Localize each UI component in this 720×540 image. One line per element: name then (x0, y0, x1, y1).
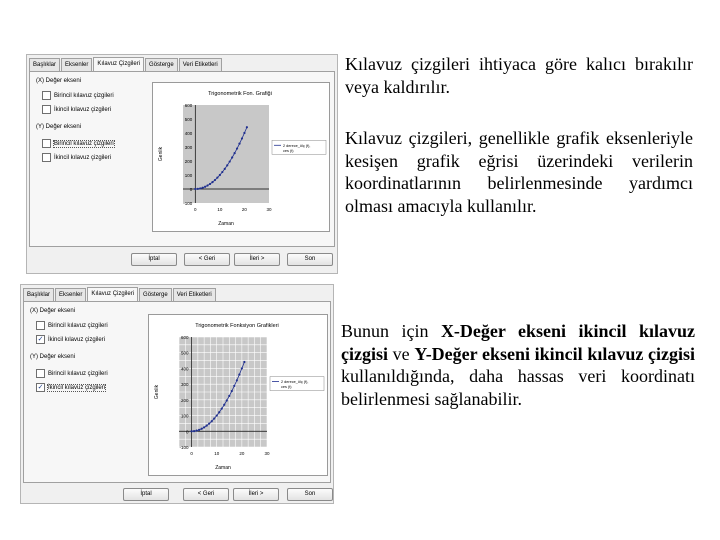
data-point (224, 168, 226, 170)
data-point (236, 379, 238, 381)
chart-preview (152, 82, 330, 232)
data-point (236, 147, 238, 149)
x-primary-gridlines-checkbox[interactable] (36, 321, 108, 330)
tab-axes[interactable]: Eksenler (55, 288, 86, 302)
data-point (197, 188, 199, 190)
data-point (194, 188, 196, 190)
data-point (243, 132, 245, 134)
y-tick-label: 200 (184, 159, 193, 164)
y-axis-title: Genlik (154, 384, 160, 400)
checkbox-box[interactable] (36, 383, 45, 392)
tab-titles[interactable]: Başlıklar (23, 288, 54, 302)
tab-legend[interactable]: Gösterge (139, 288, 172, 302)
chart-preview (148, 314, 328, 476)
data-point (211, 181, 213, 183)
chart-preview-svg (153, 83, 329, 231)
data-point (228, 395, 230, 397)
checkbox-label: İkincil kılavuz çizgileri (48, 384, 106, 391)
data-point (241, 137, 243, 139)
checkbox-label: Birincil kılavuz çizgileri (48, 370, 108, 377)
data-point (216, 414, 218, 416)
tab-bar (23, 288, 331, 302)
y-tick-label: 200 (181, 397, 189, 403)
finish-button[interactable]: Son (287, 253, 333, 266)
data-point (201, 428, 203, 430)
data-point (246, 126, 248, 128)
data-point (234, 152, 236, 154)
x-tick-label: 20 (239, 451, 245, 456)
y-secondary-gridlines-checkbox[interactable] (36, 383, 105, 392)
y-tick-label: 600 (181, 335, 189, 340)
x-axis-group-label: (X) Değer ekseni (36, 78, 82, 84)
data-point (221, 408, 223, 410)
gridlines-panel (29, 71, 335, 247)
x-secondary-gridlines-checkbox[interactable] (42, 105, 111, 114)
chart-title: Trigonometrik Fon. Grafiği (208, 91, 272, 97)
x-primary-gridlines-checkbox[interactable] (42, 91, 114, 100)
y-tick-label: -100 (179, 445, 189, 450)
y-primary-gridlines-checkbox[interactable] (36, 369, 108, 378)
checkbox-label: Birincil kılavuz çizgileri (54, 140, 114, 147)
legend-entry: ces (t) (283, 148, 294, 153)
chart-wizard-dialog-1 (26, 54, 338, 274)
paragraph-secondary-gridlines (341, 320, 695, 410)
x-tick-label: 30 (264, 451, 270, 456)
checkbox-label: İkincil kılavuz çizgileri (54, 154, 112, 161)
y-tick-label: -100 (183, 201, 193, 206)
checkbox-box[interactable] (36, 335, 45, 344)
data-point (226, 164, 228, 166)
y-secondary-gridlines-checkbox[interactable] (42, 153, 111, 162)
chart-wizard-dialog-2 (20, 284, 334, 504)
legend-entry: ces (t) (281, 385, 292, 390)
checkbox-box[interactable] (42, 105, 51, 114)
data-point (198, 429, 200, 431)
data-point (196, 430, 198, 432)
data-point (203, 426, 205, 428)
x-axis-title: Zaman (218, 221, 234, 227)
data-point (219, 174, 221, 176)
chart-preview-svg (149, 315, 327, 475)
x-tick-label: 30 (266, 207, 272, 212)
data-point (233, 385, 235, 387)
data-point (221, 171, 223, 173)
data-point (190, 430, 192, 432)
tab-axes[interactable]: Eksenler (61, 58, 92, 72)
data-point (223, 404, 225, 406)
y-tick-label: 600 (184, 103, 193, 108)
x-secondary-gridlines-checkbox[interactable] (36, 335, 105, 344)
next-button[interactable]: İleri > (233, 488, 279, 501)
checkbox-box[interactable] (36, 369, 45, 378)
tab-data-labels[interactable]: Veri Etiketleri (173, 288, 216, 302)
back-button[interactable]: < Geri (184, 253, 230, 266)
checkbox-label: Birincil kılavuz çizgileri (54, 92, 114, 99)
chart-title: Trigonometrik Fonksiyon Grafikleri (195, 323, 279, 329)
y-tick-label: 500 (181, 350, 189, 356)
para-bold-y: Y-Değer ekseni ikincil kılavuz çizgisi (414, 343, 696, 364)
legend-entry: 2 derece_ölç (f), (283, 143, 311, 148)
y-tick-label: 500 (184, 117, 193, 122)
checkbox-box[interactable] (42, 139, 51, 148)
data-point (209, 183, 211, 185)
y-tick-label: 400 (181, 366, 189, 372)
data-point (206, 425, 208, 427)
para-text: ve (392, 343, 410, 364)
tab-legend[interactable]: Gösterge (145, 58, 178, 72)
data-point (231, 390, 233, 392)
data-point (202, 187, 204, 189)
back-button[interactable]: < Geri (183, 488, 229, 501)
data-point (206, 184, 208, 186)
tab-gridlines[interactable]: Kılavuz Çizgileri (87, 287, 138, 303)
checkbox-label: Birincil kılavuz çizgileri (48, 322, 108, 329)
checkbox-label: İkincil kılavuz çizgileri (48, 336, 106, 343)
x-tick-label: 0 (194, 207, 197, 212)
finish-button[interactable]: Son (287, 488, 333, 501)
y-tick-label: 300 (184, 145, 193, 150)
y-tick-label: 100 (184, 173, 193, 178)
cancel-button[interactable]: İptal (131, 253, 177, 266)
tab-data-labels[interactable]: Veri Etiketleri (179, 58, 222, 72)
data-point (238, 143, 240, 145)
y-tick-label: 0 (189, 187, 193, 192)
data-point (241, 367, 243, 369)
para-bold-x: X-Değer ekseni ikincil kılavuz çizgisi (341, 321, 696, 364)
y-tick-label: 400 (184, 131, 193, 136)
y-axis-group-label: (Y) Değer ekseni (36, 124, 82, 130)
data-point (199, 187, 201, 189)
checkbox-box[interactable] (42, 153, 51, 162)
data-point (226, 399, 228, 401)
data-point (214, 179, 216, 181)
gridlines-panel (23, 301, 331, 483)
x-axis-group-label: (X) Değer ekseni (30, 308, 76, 314)
x-tick-label: 20 (241, 207, 247, 212)
tab-gridlines[interactable]: Kılavuz Çizgileri (93, 57, 144, 73)
para-text: Bunun için (341, 321, 429, 341)
y-tick-label: 100 (181, 413, 189, 419)
y-primary-gridlines-checkbox[interactable] (42, 139, 114, 148)
x-tick-label: 10 (217, 207, 223, 212)
data-point (218, 411, 220, 413)
cancel-button[interactable]: İptal (123, 488, 169, 501)
x-tick-label: 10 (214, 451, 220, 456)
x-axis-title: Zaman (215, 465, 231, 471)
data-point (211, 420, 213, 422)
checkmark-icon: ✓ (37, 384, 44, 391)
data-point (231, 156, 233, 158)
paragraph-gridlines-purpose: Kılavuz çizgileri, genellikle grafik eksenleriyle kesişen grafik eğrisi üzerindeki verilerin koordinatlarının belirlenmesinde yardımcı olması amacıyla kullanılır. (345, 128, 693, 216)
y-tick-label: 0 (186, 429, 189, 435)
y-tick-label: 300 (181, 382, 189, 388)
x-tick-label: 0 (190, 451, 193, 456)
checkmark-icon: ✓ (37, 336, 44, 343)
next-button[interactable]: İleri > (234, 253, 280, 266)
paragraph-gridlines-toggle: Kılavuz çizgileri ihtiyaca göre kalıcı bırakılır veya kaldırılır. (345, 54, 693, 97)
checkbox-box[interactable] (42, 91, 51, 100)
legend-entry: 2 derece_ölç (f), (281, 380, 309, 385)
data-point (229, 160, 231, 162)
data-point (243, 361, 245, 363)
data-point (238, 373, 240, 375)
data-point (216, 177, 218, 179)
y-axis-title: Genlik (158, 146, 164, 162)
y-axis-group-label: (Y) Değer ekseni (30, 354, 76, 360)
tab-bar (29, 58, 335, 72)
tab-titles[interactable]: Başlıklar (29, 58, 60, 72)
para-text: kullanıldığında, daha hassas veri koordinatı belirlenmesi sağlanabilir. (341, 366, 695, 409)
checkbox-label: İkincil kılavuz çizgileri (54, 106, 112, 113)
data-point (193, 430, 195, 432)
data-point (208, 422, 210, 424)
checkbox-box[interactable] (36, 321, 45, 330)
data-point (204, 186, 206, 188)
data-point (213, 417, 215, 419)
